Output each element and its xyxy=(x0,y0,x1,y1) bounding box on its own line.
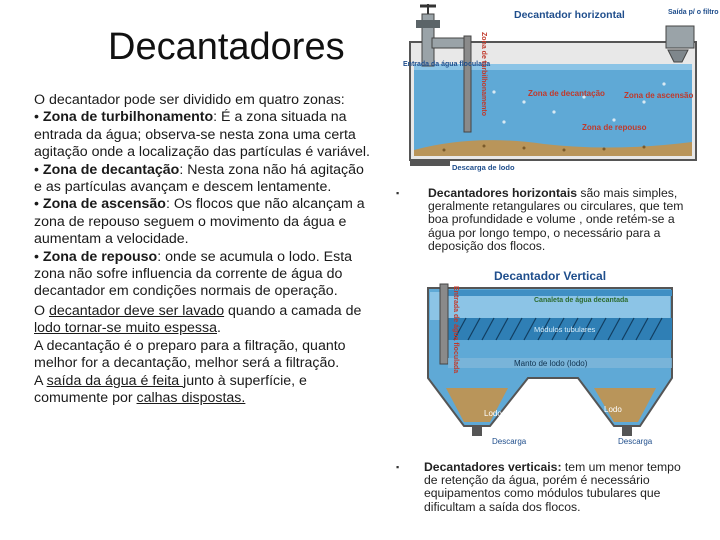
zone-asc-label: Zona de ascensão xyxy=(624,91,694,100)
intro-text: O decantador pode ser dividido em quatro zonas: xyxy=(34,92,345,108)
bullet-marker: ▪ xyxy=(396,462,400,472)
zone-item-turbilhonamento: • Zona de turbilhonamento: É a zona situada na entrada da água; observa-se nesta zona uma certa agitação onde a localização das partículas é variável. xyxy=(34,109,370,161)
discharge-left-label: Descarga xyxy=(492,437,527,446)
zone-item-decantacao: • Zona de decantação: Nesta zona não há agitação e as partículas avançam e descem lentamente. xyxy=(34,161,364,196)
outlet-label: Saída p/ o filtro xyxy=(668,9,719,16)
zone-turb-label: Zona de turbilhonamento xyxy=(480,32,487,116)
vertical-diagram-title: Decantador Vertical xyxy=(494,269,607,283)
bullet-marker: ▪ xyxy=(396,188,400,198)
term: Zona de repouso xyxy=(42,248,158,265)
blanket-label: Manto de lodo (lodo) xyxy=(514,359,588,368)
channel-label: Canaleta de água decantada xyxy=(534,297,629,304)
vertical-decanter-diagram xyxy=(418,266,682,450)
paragraph-saida: A saída da água é feita junto à superfície, e comumente por calhas dispostas. xyxy=(34,372,307,406)
term: Zona de turbilhonamento xyxy=(42,109,214,126)
modules-label: Módulos tubulares xyxy=(534,325,596,334)
term: Zona de decantação xyxy=(42,161,180,178)
zone-rep-label: Zona de repouso xyxy=(582,123,647,132)
sludge-left-label: Lodo xyxy=(484,409,502,418)
zone-item-ascensao: • Zona de ascensão: Os flocos que não alcançam a zona de repouso seguem o movimento da água e aumentam a velocidade. xyxy=(34,196,365,248)
discharge-label: Descarga de lodo xyxy=(452,163,515,172)
inlet-label: Entrada de água floculada xyxy=(452,286,459,374)
zone-dec-label: Zona de decantação xyxy=(528,89,605,98)
paragraph-lavagem: O decantador deve ser lavado quando a camada de lodo tornar-se muito espessa. xyxy=(34,302,362,337)
discharge-right-label: Descarga xyxy=(618,437,653,446)
sludge-right-label: Lodo xyxy=(604,405,622,414)
horizontal-diagram-title: Decantador horizontal xyxy=(514,9,625,21)
vertical-description: Decantadores verticais: tem um menor tempo de retenção da água, porém é necessário equipamentos como módulos tubulares que dificultam a saída dos flocos. xyxy=(424,460,681,514)
horizontal-description: Decantadores horizontais são mais simples, geralmente retangulares ou circulares, que tem boa profundidade e volume , onde retém-se a água por longo tempo, o necessário para a deposição dos flocos. xyxy=(428,186,684,253)
inlet-label: Entrada da água floculada xyxy=(403,61,491,68)
page-title: Decantadores xyxy=(108,26,345,68)
zone-item-repouso: • Zona de repouso: onde se acumula o lodo. Esta zona não sofre influencia da corrente de água do decantador em condições normais de operação. xyxy=(34,248,353,300)
left-text-column xyxy=(34,92,374,407)
horizontal-decanter-diagram xyxy=(403,2,719,174)
term: Zona de ascensão xyxy=(42,196,166,213)
paragraph-filtracao: A decantação é o preparo para a filtração, quanto melhor for a decantação, melhor será a filtração. xyxy=(34,337,346,372)
